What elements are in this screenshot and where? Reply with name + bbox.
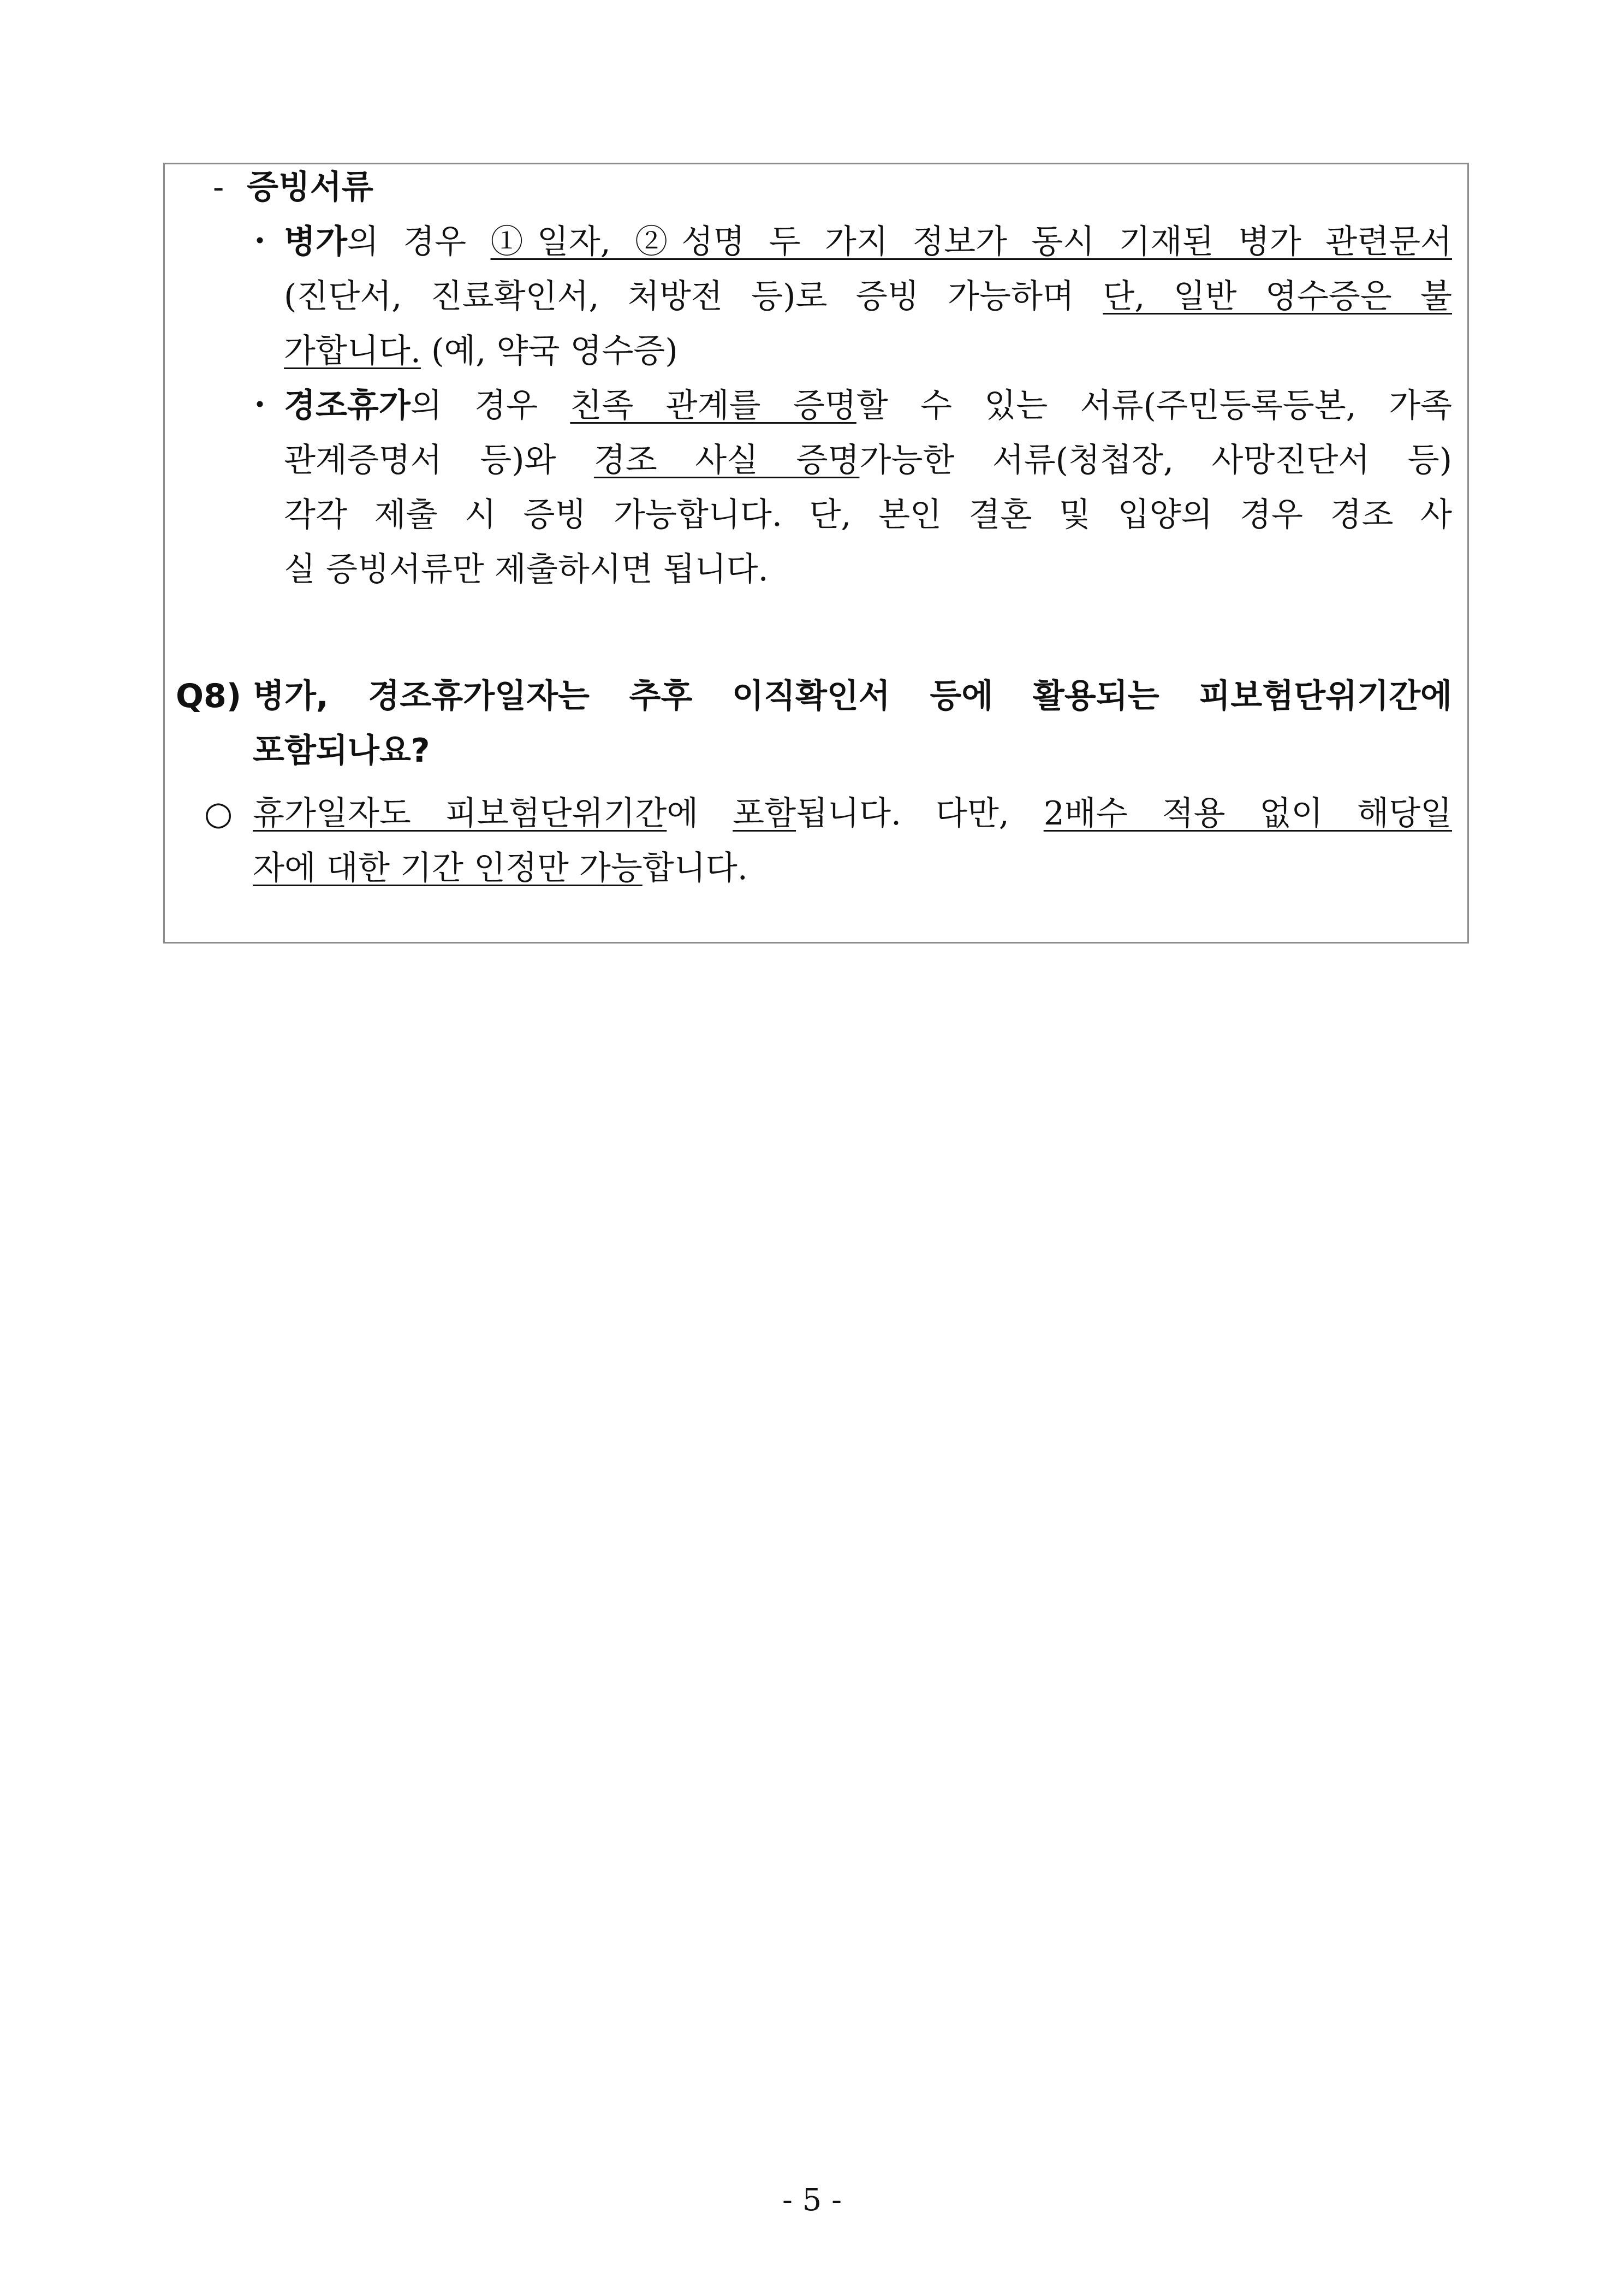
underlined-text: 경조 사실 증명: [593, 441, 860, 479]
underlined-text: 가합니다.: [284, 332, 421, 370]
underlined-text: 2배수 적용 없이 해당일: [1043, 794, 1452, 833]
bullet2-line4: 실 증빙서류만 제출하시면 됩니다.: [284, 550, 769, 589]
section-dash: -: [213, 168, 224, 206]
bullet1-line2: (진단서, 진료확인서, 처방전 등)로 증빙 가능하며 단, 일반 영수증은 불: [284, 277, 1452, 316]
section-heading: 증빙서류: [247, 168, 373, 206]
bullet2-line2: 관계증명서 등)와 경조 사실 증명가능한 서류(청첩장, 사망진단서 등): [284, 441, 1453, 479]
answer-line2: 자에 대한 기간 인정만 가능합니다.: [253, 849, 748, 887]
bullet1-line3: 가합니다. (예, 약국 영수증): [284, 332, 678, 370]
question-number: Q8): [176, 677, 242, 715]
question-line1: 병가, 경조휴가일자는 추후 이직확인서 등에 활용되는 피보험단위기간에: [253, 677, 1452, 715]
underlined-text: 포함: [733, 794, 796, 833]
underlined-text: 단, 일반 영수증은 불: [1103, 277, 1452, 316]
bullet2-line1: 경조휴가의 경우 친족 관계를 증명할 수 있는 서류(주민등록등본, 가족: [284, 387, 1452, 425]
bullet-symbol: ・: [243, 223, 276, 261]
page-number: - 5 -: [782, 2182, 842, 2218]
bullet1-line1: 병가의 경우 ①일자, ②성명 두 가지 정보가 동시 기재된 병가 관련문서: [284, 223, 1453, 261]
bullet2-keyword: 경조휴가: [284, 387, 411, 425]
underlined-text: 자에 대한 기간 인정만 가능: [253, 849, 643, 887]
underlined-text: 휴가일자도 피보험단위기간: [253, 794, 667, 833]
underlined-text: ①일자, ②성명 두 가지 정보가 동시 기재된 병가 관련문서: [490, 223, 1453, 261]
answer-line1: 휴가일자도 피보험단위기간에 포함됩니다. 다만, 2배수 적용 없이 해당일: [253, 794, 1452, 833]
bullet-symbol: ・: [243, 387, 276, 425]
bullet2-line3: 각각 제출 시 증빙 가능합니다. 단, 본인 결혼 및 입양의 경우 경조 사: [284, 496, 1452, 534]
bullet1-keyword: 병가: [284, 223, 347, 261]
question-line2: 포함되나요?: [253, 732, 430, 770]
answer-symbol: ○: [204, 794, 233, 833]
underlined-text: 친족 관계를 증명: [570, 387, 856, 425]
